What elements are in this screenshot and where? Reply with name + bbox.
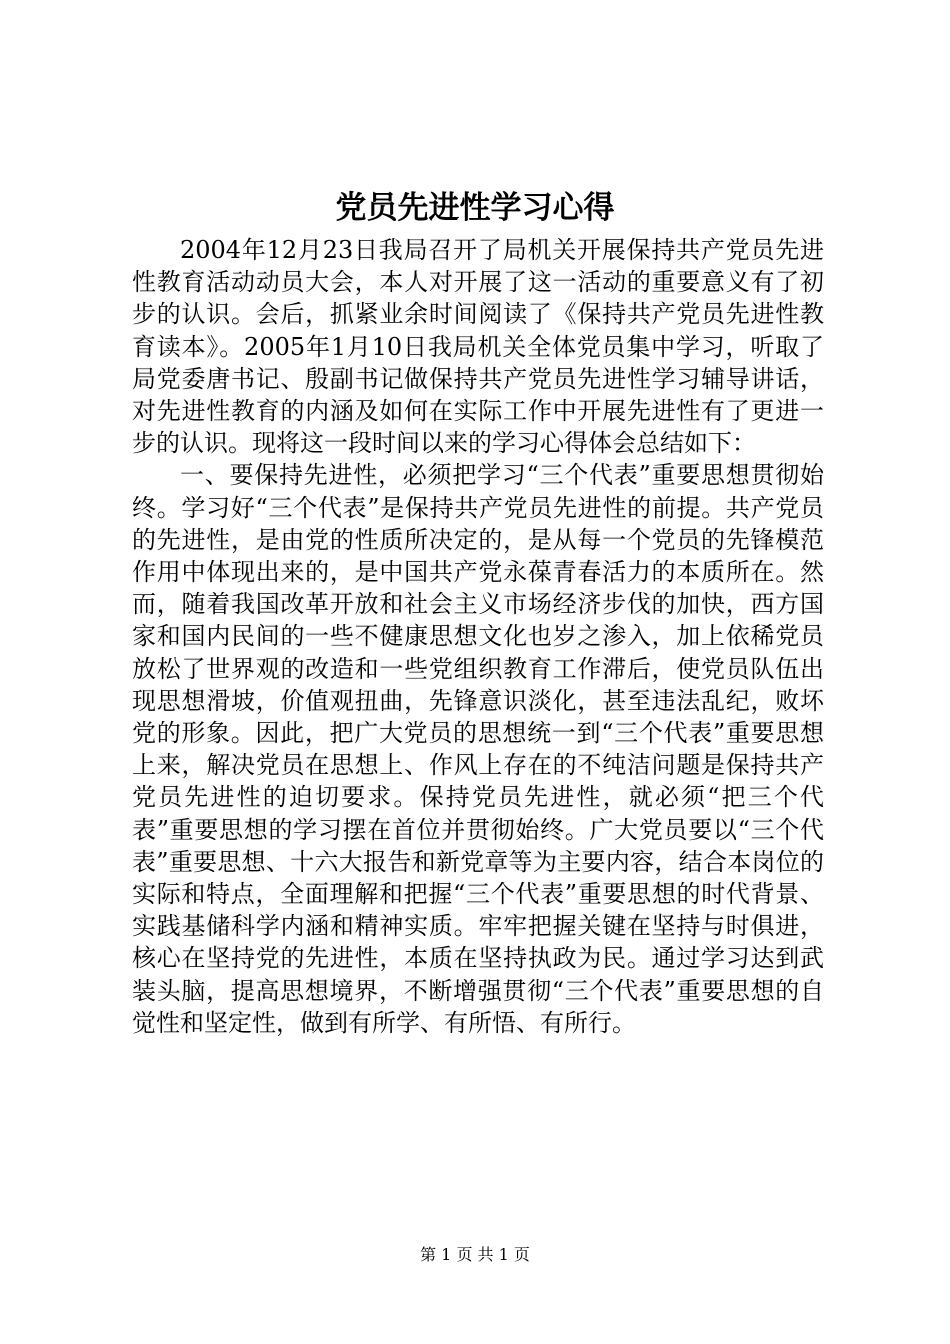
paragraph-section-one: 一、要保持先进性，必须把学习“三个代表”重要思想贯彻始终。学习好“三个代表”是保持共产党员先进性的前提。共产党员的先进性，是由党的性质所决定的，是从每一个党员的先锋模范作用中体现出来的，是中国共产党永葆青春活力的本质所在。然而，随着我国改革开放和社会主义市场经济步伐的加快，西方国家和国内民间的一些不健康思想文化也岁之渗入，加上依稀党员放松了世界观的改造和一些党组织教育工作滞后，使党员队伍出现思想滑坡，价值观扭曲，先锋意识淡化，甚至违法乱纪，败坏党的形象。因此，把广大党员的思想统一到“三个代表”重要思想上来，解决党员在思想上、作风上存在的不纯洁问题是保持共产党员先进性的迫切要求。保持党员先进性，就必须“把三个代表”重要思想的学习摆在首位并贯彻始终。广大党员要以“三个代表”重要思想、十六大报告和新党章等为主要内容，结合本岗位的实际和特点，全面理解和把握“三个代表”重要思想的时代背景、实践基储科学内涵和精神实质。牢牢把握关键在坚持与时俱进，核心在坚持党的先进性，本质在坚持执政为民。通过学习达到武装头脑，提高思想境界，不断增强贯彻“三个代表”重要思想的自觉性和坚定性，做到有所学、有所悟、有所行。 [132,461,824,1037]
document-title: 党员先进性学习心得 [335,190,615,226]
page-footer: 第 1 页 共 1 页 [420,1245,530,1264]
document-body [132,234,824,1039]
paragraph-intro: 2004年12月23日我局召开了局机关开展保持共产党员先进性教育活动动员大会，本人对开展了这一活动的重要意义有了初步的认识。会后，抓紧业余时间阅读了《保持共产党员先进性教育读本》。2005年1月10日我局机关全体党员集中学习，听取了局党委唐书记、殷副书记做保持共产党员先进性学习辅导讲话，对先进性教育的内涵及如何在实际工作中开展先进性有了更进一步的认识。现将这一段时间以来的学习心得体会总结如下： [132,236,824,458]
